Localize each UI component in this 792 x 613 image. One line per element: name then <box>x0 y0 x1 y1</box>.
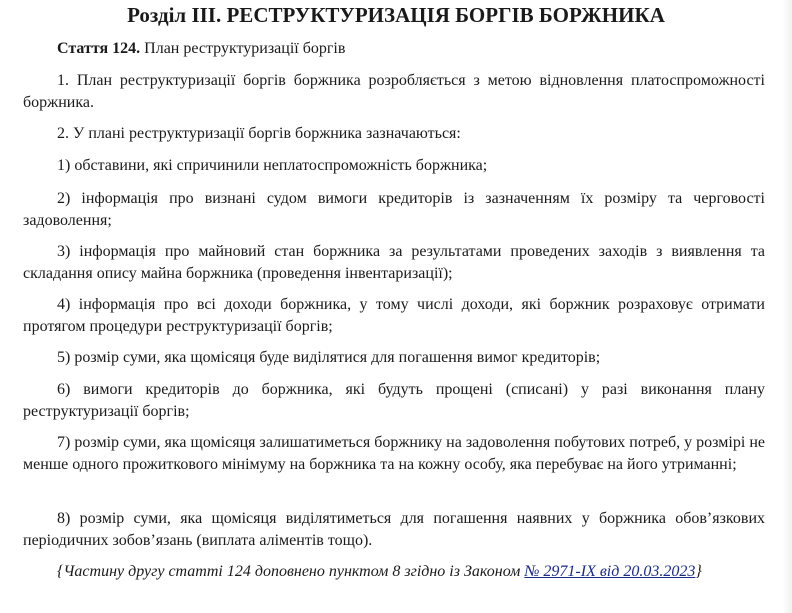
amendment-note-text: {Частину другу статті 124 доповнено пунктом 8 згідно із Законом <box>57 563 525 580</box>
amendment-note-close: } <box>695 563 702 580</box>
item-3: 3) інформація про майновий стан боржника за результатами проведених заходів з виявлення та складання опису майна боржника (проведення інвентаризації); <box>23 243 765 282</box>
law-link[interactable]: № 2971-IX від 20.03.2023 <box>524 563 696 580</box>
paragraph-1: 1. План реструктуризації боргів боржника розробляється з метою відновлення платоспроможності боржника. <box>23 72 765 111</box>
item-7: 7) розмір суми, яка щомісяця залишатиметься боржнику на задоволення побутових потреб, у розмірі не менше одного прожиткового мінімуму на боржника та на кожну особу, яка перебуває на його утриманні; <box>23 434 765 473</box>
item-5: 5) розмір суми, яка щомісяця буде виділятися для погашення вимог кредиторів; <box>57 349 601 366</box>
item-6: 6) вимоги кредиторів до боржника, які будуть прощені (списані) у разі виконання плану реструктуризації боргів; <box>23 381 765 420</box>
article-number: Стаття 124. <box>57 40 141 57</box>
article-title: План реструктуризації боргів <box>140 40 346 57</box>
page-edge-shadow <box>782 0 792 613</box>
amendment-note <box>23 561 765 583</box>
item-8: 8) розмір суми, яка щомісяця виділятиметься для погашення наявних у боржника обов’язкових періодичних зобов’язань (виплата аліментів тощо). <box>23 510 765 549</box>
item-2: 2) інформація про визнані судом вимоги кредиторів із зазначенням їх розміру та черговості задоволення; <box>23 190 765 229</box>
item-4: 4) інформація про всі доходи боржника, у тому числі доходи, які боржник розраховує отримати протягом процедури реструктуризації боргів; <box>23 296 765 335</box>
section-title: Розділ III. РЕСТРУКТУРИЗАЦІЯ БОРГІВ БОРЖНИКА <box>127 3 665 27</box>
paragraph-2: 2. У плані реструктуризації боргів боржника зазначаються: <box>57 125 461 142</box>
item-1: 1) обставини, які спричинили неплатоспроможність боржника; <box>57 157 488 174</box>
article-heading <box>57 38 345 60</box>
